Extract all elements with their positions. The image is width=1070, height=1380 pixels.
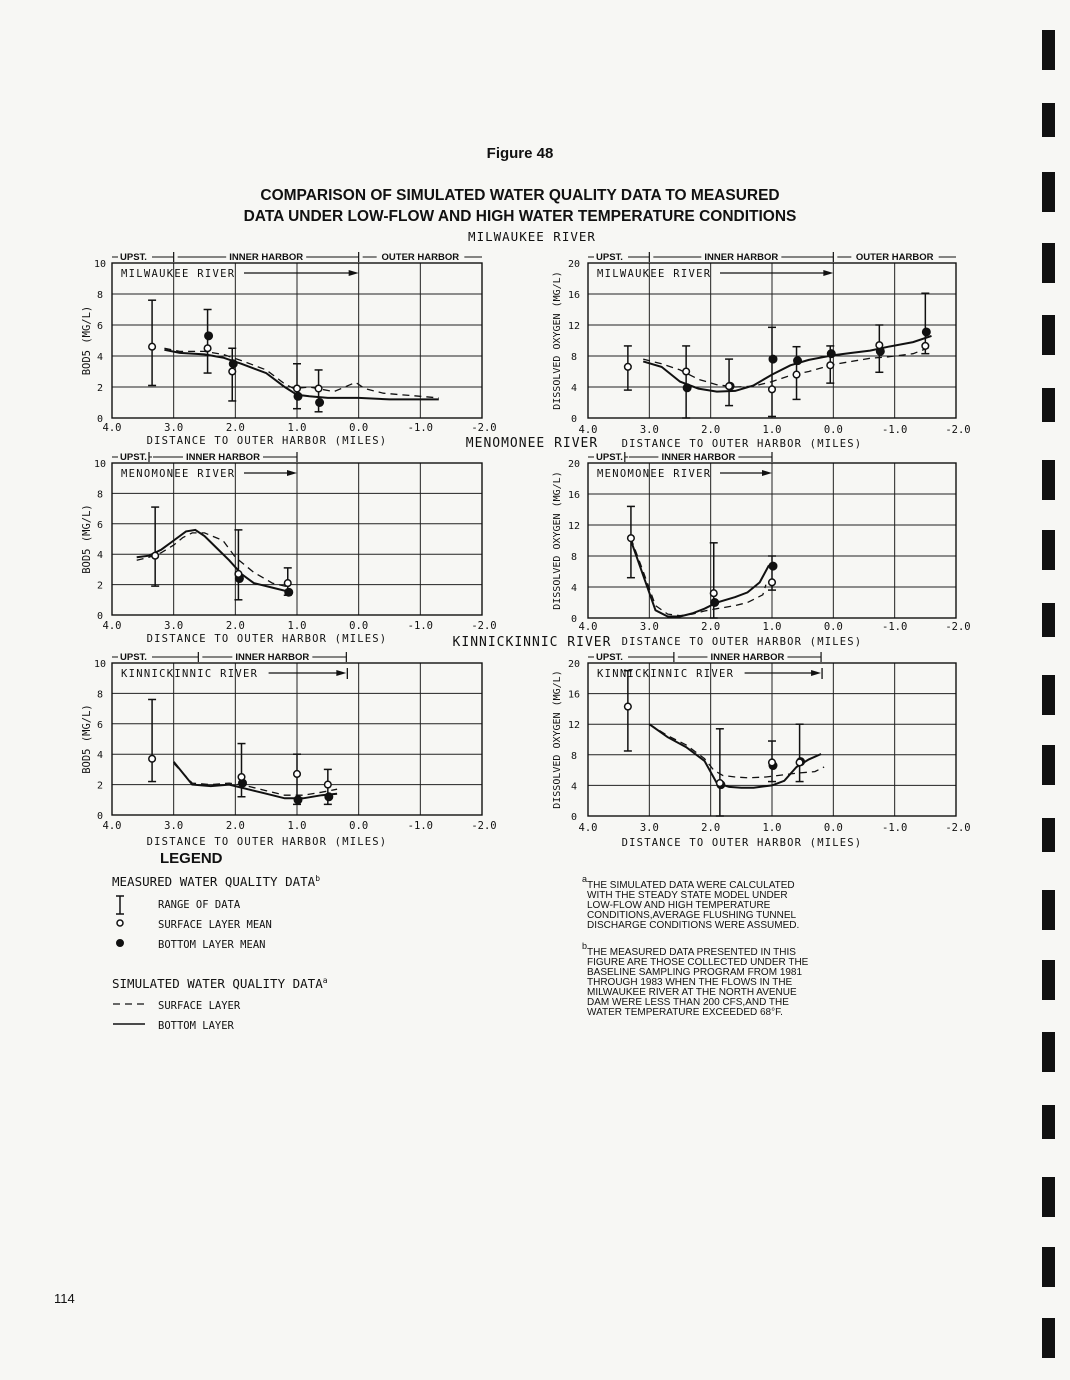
y-tick-label: 20 [567,459,581,470]
y-tick-label: 4 [96,352,104,363]
legend-surface-mean-label: SURFACE LAYER MEAN [158,919,272,931]
chart-kinnickinnic-dissolved-oxygen [552,652,971,849]
y-axis-label: BOD5 (MG/L) [81,704,93,774]
chart-menomonee-bod [81,452,497,645]
surface-mean-point [229,368,236,375]
y-tick-label: 8 [96,290,104,301]
arrow-head-icon [823,270,833,276]
surface-mean-point [294,771,301,778]
x-tick-label: -2.0 [945,621,971,633]
reach-label-upst: UPST. [120,252,147,263]
y-axis-label: DISSOLVED OXYGEN (MG/L) [552,271,563,410]
y-tick-label: 2 [96,580,104,592]
x-tick-label: -2.0 [471,620,497,632]
arrow-head-icon [336,670,346,676]
reach-label-upst: UPST. [596,452,623,463]
x-tick-label: 3.0 [164,820,184,832]
x-tick-label: 4.0 [578,621,598,633]
y-tick-label: 8 [570,750,578,762]
surface-mean-point [726,383,733,390]
footnote-b [582,941,811,1018]
bottom-mean-icon [117,940,124,947]
y-tick-label: 4 [96,550,104,562]
x-tick-label: 4.0 [102,820,122,832]
footnote-b-mark: b [582,941,588,951]
footnote-b-text: THE MEASURED DATA PRESENTED IN THIS FIGURE ARE THOSE COLLECTED UNDER THE BASELINE SAMPLING PROGRAM FROM 1981 THROUGH 1983 WHEN THE FLOWS IN THE MILWAUKEE RIVER AT THE NORTH AVENUE DAM WERE LESS THAN 200 CFS,AND THE WATER TEMPERATURE EXCEEDED 68°F. [587,947,809,1018]
reach-label-outer-harbor: OUTER HARBOR [381,252,460,263]
chart-menomonee-dissolved-oxygen [552,452,971,648]
legend-bottom-layer-label: BOTTOM LAYER [158,1020,234,1032]
x-tick-label: 1.0 [287,422,307,434]
chart-milwaukee-bod [81,252,497,447]
x-tick-label: 4.0 [578,822,598,834]
x-tick-label: 1.0 [287,620,307,632]
y-tick-label: 12 [567,321,581,332]
x-tick-label: 1.0 [287,820,307,832]
bottom-mean-point [794,357,802,365]
surface-mean-point [625,364,632,371]
reach-label-inner-harbor: INNER HARBOR [229,252,304,263]
chart-kinnickinnic-bod [81,652,497,848]
surface-mean-point [796,759,803,766]
surface-mean-point [922,343,929,350]
y-tick-label: 12 [567,720,581,732]
legend-simulated-heading: SIMULATED WATER QUALITY DATA$^a$ [112,976,328,991]
legend [112,850,328,1032]
x-axis-label: DISTANCE TO OUTER HARBOR (MILES) [146,633,388,645]
bottom-mean-point [316,399,324,407]
surface-mean-point [769,759,776,766]
x-tick-label: 1.0 [762,424,782,436]
x-axis-label: DISTANCE TO OUTER HARBOR (MILES) [621,636,863,648]
y-tick-label: 12 [567,521,581,532]
x-tick-label: 4.0 [578,424,598,436]
reach-label-inner-harbor: INNER HARBOR [704,252,779,263]
x-tick-label: 2.0 [225,820,245,832]
bottom-mean-point [285,588,293,596]
y-axis-label: BOD5 (MG/L) [81,305,93,376]
x-tick-label: -2.0 [471,820,497,832]
reach-label-upst: UPST. [120,652,147,663]
x-tick-label: 0.0 [349,422,369,434]
simulated-bottom-line [137,530,291,592]
river-label: MENOMONEE RIVER [121,468,236,480]
surface-mean-point [284,580,291,587]
x-tick-label: 3.0 [639,822,659,834]
y-tick-label: 10 [93,459,107,470]
y-tick-label: 0 [96,611,104,622]
river-label: KINNICKINNIC RIVER [597,668,735,680]
y-tick-label: 8 [570,552,578,563]
x-tick-label: 2.0 [225,422,245,434]
x-tick-label: -1.0 [407,820,433,832]
y-tick-label: 4 [570,781,578,793]
x-tick-label: -2.0 [945,424,971,436]
x-tick-label: 0.0 [349,620,369,632]
surface-mean-point [628,535,635,542]
y-tick-label: 8 [570,352,578,363]
y-tick-label: 0 [570,812,578,823]
x-tick-label: 3.0 [164,620,184,632]
x-tick-label: 0.0 [823,424,843,436]
y-tick-label: 6 [96,719,104,731]
bottom-mean-point [769,355,777,363]
surface-mean-point [710,590,717,597]
river-label: MENOMONEE RIVER [597,468,712,480]
x-tick-label: 3.0 [164,422,184,434]
reach-label-inner-harbor: INNER HARBOR [710,652,785,663]
bottom-mean-point [922,328,930,336]
figure-title-line-1: COMPARISON OF SIMULATED WATER QUALITY DATA TO MEASURED [260,187,780,204]
x-tick-label: 3.0 [639,424,659,436]
x-tick-label: 2.0 [225,620,245,632]
chart-milwaukee-dissolved-oxygen [552,252,971,450]
x-tick-label: -1.0 [882,424,908,436]
arrow-head-icon [762,470,772,476]
y-tick-label: 10 [93,259,107,270]
bottom-mean-point [229,360,237,368]
x-tick-label: 0.0 [823,621,843,633]
x-tick-label: 0.0 [823,822,843,834]
bottom-mean-point [711,599,719,607]
surface-mean-point [717,780,724,787]
x-tick-label: 2.0 [701,424,721,436]
bottom-mean-point [827,350,835,358]
x-tick-label: 4.0 [102,620,122,632]
y-tick-label: 10 [93,659,107,670]
x-tick-label: 1.0 [762,621,782,633]
surface-mean-point [315,385,322,392]
surface-mean-point [152,552,159,559]
legend-title: LEGEND [160,850,223,867]
surface-mean-point [683,368,690,375]
figure-number: Figure 48 [486,145,554,162]
surface-mean-point [793,371,800,378]
x-tick-label: 0.0 [349,820,369,832]
surface-mean-point [294,385,301,392]
legend-range-label: RANGE OF DATA [158,899,241,911]
bottom-mean-point [325,793,333,801]
y-tick-label: 0 [96,414,104,425]
range-of-data-icon [116,896,124,914]
footnote-a-text: THE SIMULATED DATA WERE CALCULATED WITH THE STEADY STATE MODEL UNDER LOW-FLOW AND HIGH TEMPERATURE CONDITIONS,AVERAGE FLUSHING TUNNEL DISCHARGE CONDITIONS WERE ASSUMED. [587,880,800,931]
y-tick-label: 16 [567,290,581,301]
x-tick-label: -1.0 [407,422,433,434]
y-tick-label: 16 [567,689,581,701]
y-axis-label: BOD5 (MG/L) [81,504,93,574]
bottom-mean-point [683,384,691,392]
x-axis-label: DISTANCE TO OUTER HARBOR (MILES) [146,435,388,447]
y-tick-label: 16 [567,490,581,501]
reach-label-inner-harbor: INNER HARBOR [186,452,260,463]
simulated-bottom-line [631,541,769,617]
legend-bottom-mean-label: BOTTOM LAYER MEAN [158,939,266,951]
surface-mean-point [149,343,156,350]
surface-mean-point [149,755,156,762]
y-tick-label: 8 [96,489,104,501]
page-number: 114 [54,1291,75,1306]
scan-edge-marks [1042,30,1055,1358]
x-tick-label: -1.0 [882,822,908,834]
simulated-surface-line [137,533,291,588]
river-heading-menomonee: MENOMONEE RIVER [465,436,599,451]
x-tick-label: 4.0 [102,422,122,434]
y-tick-label: 20 [567,659,581,670]
x-tick-label: 2.0 [701,621,721,633]
x-tick-label: -2.0 [945,822,971,834]
y-tick-label: 0 [96,811,104,822]
x-tick-label: -1.0 [882,621,908,633]
bottom-mean-point [294,392,302,400]
legend-measured-heading: MEASURED WATER QUALITY DATA$^b$ [112,874,321,889]
footnote-a-mark: a [582,874,588,884]
figure-title-line-2: DATA UNDER LOW-FLOW AND HIGH WATER TEMPERATURE CONDITIONS [243,208,797,225]
y-tick-label: 4 [570,383,578,394]
surface-mean-point [204,345,211,352]
simulated-bottom-line [174,762,337,799]
legend-surface-layer-label: SURFACE LAYER [158,1000,241,1012]
y-tick-label: 2 [96,780,104,792]
y-tick-label: 8 [96,689,104,701]
reach-label-inner-harbor: INNER HARBOR [661,452,736,463]
river-heading-kinnickinnic: KINNICKINNIC RIVER [452,635,612,650]
y-tick-label: 0 [570,614,578,625]
surface-mean-point [625,703,632,710]
y-tick-label: 0 [570,414,578,425]
x-axis-label: DISTANCE TO OUTER HARBOR (MILES) [621,837,863,849]
y-tick-label: 2 [96,383,104,394]
y-tick-label: 6 [96,519,104,531]
surface-mean-point [769,579,776,586]
y-tick-label: 4 [96,750,104,762]
y-tick-label: 4 [570,583,578,594]
bottom-mean-point [294,796,302,804]
x-tick-label: 2.0 [701,822,721,834]
reach-label-upst: UPST. [596,252,623,263]
reach-label-upst: UPST. [120,452,147,463]
simulated-surface-line [649,724,824,778]
arrow-head-icon [287,470,297,476]
reach-label-inner-harbor: INNER HARBOR [235,652,310,663]
river-label: MILWAUKEE RIVER [121,268,236,280]
surface-mean-point [876,342,883,349]
x-tick-label: -2.0 [471,422,497,434]
surface-mean-icon [117,920,123,926]
y-axis-label: DISSOLVED OXYGEN (MG/L) [552,670,563,809]
arrow-head-icon [349,270,359,276]
surface-mean-point [827,362,834,369]
footnote-a [582,874,799,931]
x-tick-label: -1.0 [407,620,433,632]
x-tick-label: 1.0 [762,822,782,834]
arrow-head-icon [811,670,821,676]
reach-label-outer-harbor: OUTER HARBOR [855,252,934,263]
river-heading-milwaukee: MILWAUKEE RIVER [468,229,596,244]
y-tick-label: 6 [96,321,104,332]
simulated-bottom-line [649,724,821,788]
simulated-bottom-line [164,350,438,400]
x-axis-label: DISTANCE TO OUTER HARBOR (MILES) [621,438,863,450]
y-axis-label: DISSOLVED OXYGEN (MG/L) [552,471,563,610]
river-label: KINNICKINNIC RIVER [121,668,259,680]
simulated-surface-line [631,538,766,616]
x-tick-label: 3.0 [639,621,659,633]
river-label: MILWAUKEE RIVER [597,268,712,280]
surface-mean-point [325,781,332,788]
surface-mean-point [235,571,242,578]
y-tick-label: 20 [567,259,581,270]
bottom-mean-point [769,562,777,570]
surface-mean-point [769,386,776,393]
bottom-mean-point [205,332,213,340]
surface-mean-point [238,774,245,781]
reach-label-upst: UPST. [596,652,623,663]
x-axis-label: DISTANCE TO OUTER HARBOR (MILES) [146,836,388,848]
